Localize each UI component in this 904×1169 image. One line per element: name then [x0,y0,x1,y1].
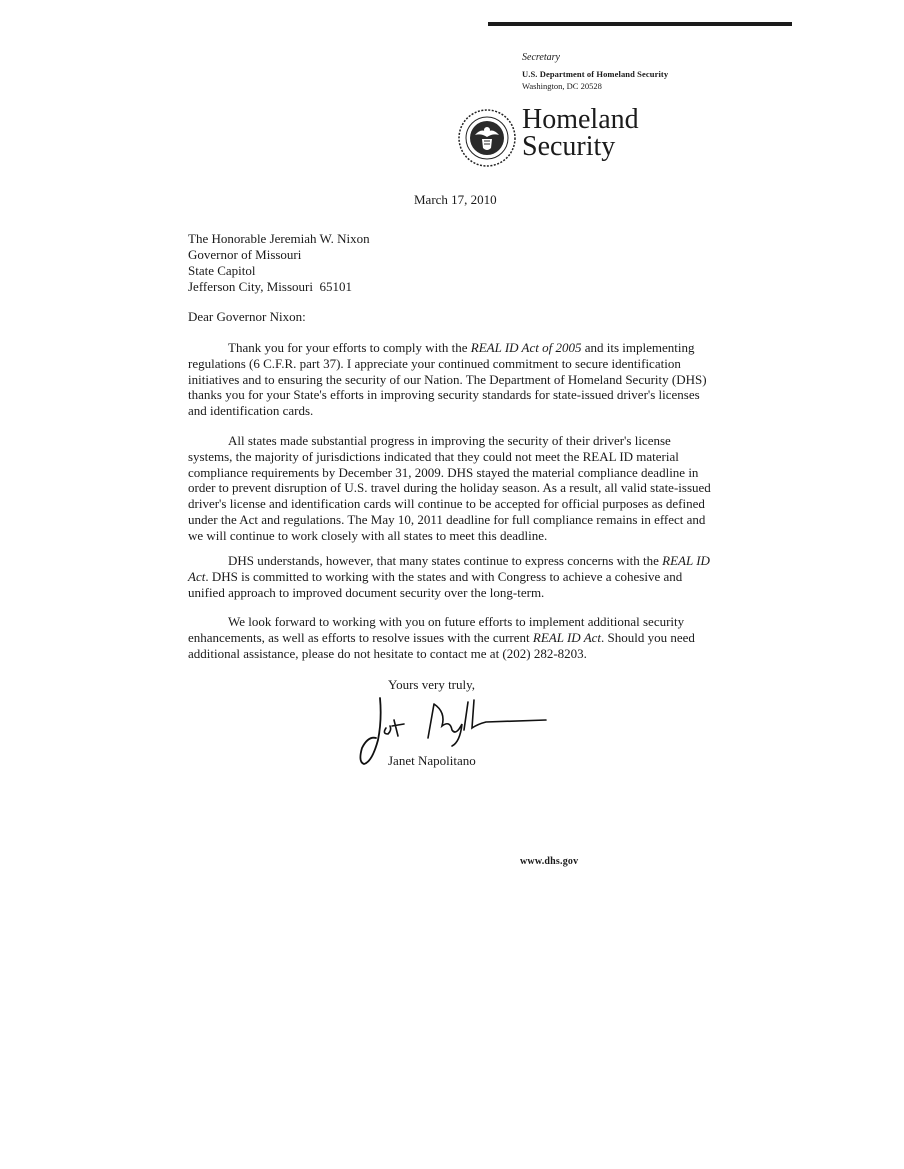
paragraph-text: . DHS is committed to working with the states and with Congress to achieve a cohesive and unified approach to improved document security over the long-term. [188,568,683,600]
signer-name: Janet Napolitano [388,753,476,768]
letter-date: March 17, 2010 [414,192,497,207]
body-paragraph-2: All states made substantial progress in improving the security of their driver's license systems, the majority of jurisdictions indicated that they could not meet the REAL ID material compliance requirements by December 31, 2009. DHS stayed the material compliance deadline in order to prevent disruption of U.S. travel during the holiday season. As a result, all valid state-issued driver's license and identification cards will continue to be accepted for official purposes as defined under the Act and regulations. The May 10, 2011 deadline for full compliance remains in effect and we will continue to work closely with all states to meet this deadline. [188,433,711,543]
recipient-address [188,231,370,295]
closing: Yours very truly, [388,677,476,692]
letterhead-department: U.S. Department of Homeland Security [522,69,669,79]
website-url: www.dhs.gov [520,856,579,867]
recipient-line-1: The Honorable Jeremiah W. Nixon [188,231,370,246]
body-paragraph-3 [188,553,718,600]
act-title: REAL ID Act [188,553,710,584]
homeland-security-wordmark [522,106,639,160]
act-title: REAL ID Act of 2005 [470,340,582,355]
letterhead-address: Washington, DC 20528 [522,81,602,91]
recipient-line-4: Jefferson City, Missouri 65101 [188,279,352,294]
paragraph-text: We look forward to working with you on future efforts to implement additional security enhancements, as well as efforts to resolve issues with the current [188,614,685,645]
brand-line-2: Security [522,131,616,162]
dhs-seal-icon [457,108,517,168]
recipient-line-2: Governor of Missouri [188,247,302,262]
letterhead-title: Secretary [522,52,560,63]
paragraph-text: and its implementing regulations (6 C.F.R. part 37). I appreciate your continued commitment to secure identification initiatives and to ensuring the security of our Nation. The Department of Homeland Security (DHS) thanks you for your State's efforts in improving security standards for state-issued driver's licenses and identification cards. [188,340,707,419]
recipient-line-3: State Capitol [188,263,256,278]
paragraph-text: Thank you for your efforts to comply with the [228,340,471,355]
paragraph-text: . Should you need additional assistance, please do not hesitate to contact me at (202) 282-8203. [188,629,695,661]
body-paragraph-4 [188,614,718,661]
body-paragraph-1 [188,340,718,419]
paragraph-text: DHS understands, however, that many states continue to express concerns with the [228,553,663,568]
letterhead-rule [488,22,792,26]
brand-line-1: Homeland [522,104,639,135]
act-title: REAL ID Act [532,629,602,645]
salutation: Dear Governor Nixon: [188,309,306,324]
